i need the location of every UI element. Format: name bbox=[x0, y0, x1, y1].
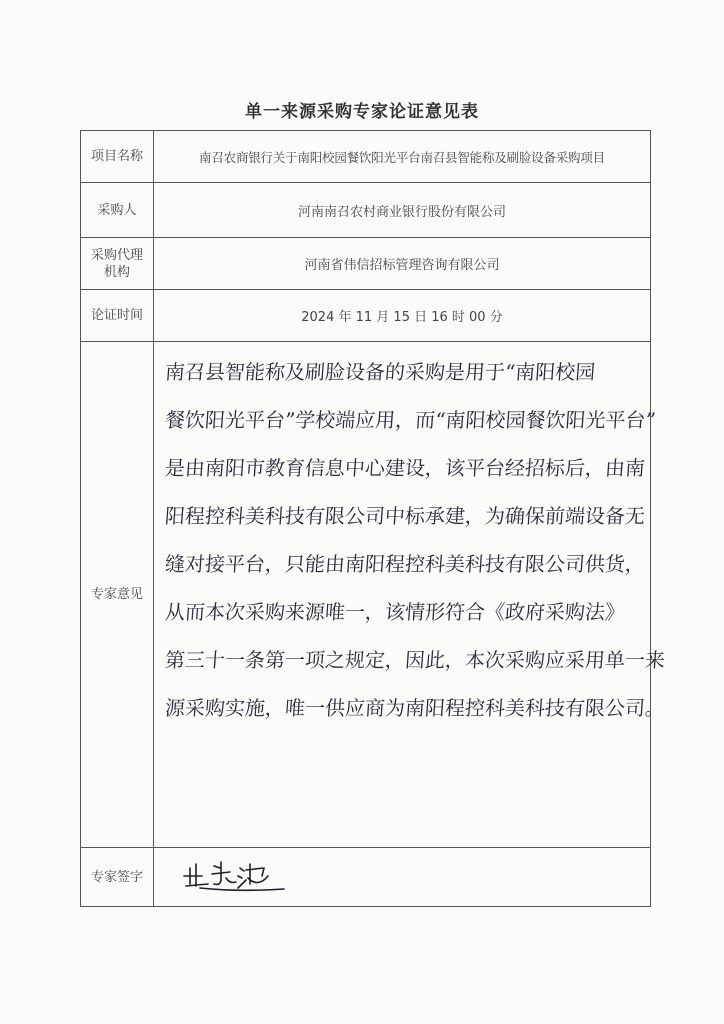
opinion-line: 南召县智能称及刷脸设备的采购是用于“南阳校园 bbox=[164, 360, 597, 384]
document-title: 单一来源采购专家论证意见表 bbox=[245, 102, 479, 122]
table-row bbox=[81, 131, 651, 183]
agency-value: 河南省伟信招标管理咨询有限公司 bbox=[154, 238, 651, 290]
signature-label: 专家签字 bbox=[81, 848, 154, 907]
table-row bbox=[81, 342, 651, 848]
table-row bbox=[81, 848, 651, 907]
agency-label bbox=[81, 238, 154, 290]
opinion-line: 缝对接平台，只能由南阳程控科美科技有限公司供货， bbox=[164, 552, 646, 576]
opinion-form-table bbox=[80, 130, 666, 907]
purchaser-label: 采购人 bbox=[81, 183, 154, 238]
handwritten-opinion bbox=[164, 360, 666, 746]
table-row bbox=[81, 238, 651, 290]
opinion-line: 源采购实施，唯一供应商为南阳程控科美科技有限公司。 bbox=[164, 696, 666, 720]
project-name-value: 南召农商银行关于南阳校园餐饮阳光平台南召县智能称及刷脸设备采购项目 bbox=[154, 131, 651, 183]
purchaser-value: 河南南召农村商业银行股份有限公司 bbox=[154, 183, 651, 238]
opinion-line: 是由南阳市教育信息中心建设，该平台经招标后，由南 bbox=[164, 456, 646, 480]
signature-cell bbox=[154, 848, 651, 907]
opinion-body bbox=[154, 342, 666, 848]
time-label: 论证时间 bbox=[81, 290, 154, 342]
table-row bbox=[81, 183, 651, 238]
table-row bbox=[81, 290, 651, 342]
opinion-line: 第三十一条第一项之规定，因此，本次采购应采用单一来 bbox=[164, 648, 666, 672]
agency-label-line1: 采购代理 bbox=[90, 247, 143, 263]
opinion-line: 从而本次采购来源唯一，该情形符合《政府采购法》 bbox=[164, 600, 626, 624]
handwritten-signature bbox=[180, 854, 300, 894]
opinion-line: 餐饮阳光平台”学校端应用，而“南阳校园餐饮阳光平台” bbox=[164, 408, 657, 432]
opinion-line: 阳程控科美科技有限公司中标承建，为确保前端设备无 bbox=[164, 504, 646, 528]
project-name-label: 项目名称 bbox=[81, 131, 154, 183]
time-value: 2024 年 11 月 15 日 16 时 00 分 bbox=[154, 290, 651, 342]
agency-label-line2: 机构 bbox=[103, 264, 130, 280]
opinion-label: 专家意见 bbox=[81, 342, 154, 848]
